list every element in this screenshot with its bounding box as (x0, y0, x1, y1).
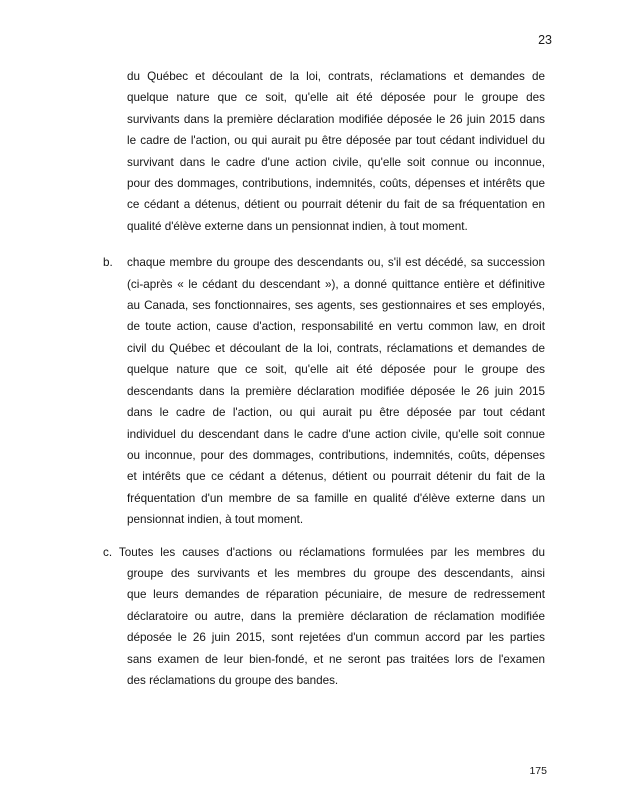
text-line: survivants dans la première déclaration modifiée déposée le 26 juin 2015 dans (127, 112, 545, 126)
text-line-content: Toutes les causes d'actions ou réclamations formulées par les membres du (118, 545, 545, 559)
text-line: (ci-après « le cédant du descendant »), a donné quittance entière et définitive (127, 277, 545, 291)
text-line: survivant dans le cadre d'une action civile, qu'elle soit connue ou inconnue, (127, 155, 545, 169)
text-line: des réclamations du groupe des bandes. (127, 673, 339, 687)
text-line: pour des dommages, contributions, indemnités, coûts, dépenses et intérêts que (127, 177, 545, 191)
page-number-footer: 175 (529, 765, 547, 777)
text-line (103, 542, 545, 563)
list-item-marker: b. (103, 256, 113, 270)
text-line: ou inconnue, pour des dommages, contributions, indemnités, coûts, dépenses (127, 448, 545, 462)
text-line: et intérêts que ce cédant a détenus, détient ou pourrait détenir du fait de la (127, 470, 545, 484)
text-line: individuel du descendant dans le cadre d'une action civile, qu'elle soit connue (127, 427, 545, 441)
paragraph-item-c (103, 542, 545, 692)
text-line: quelque nature que ce soit, qu'elle ait été déposée pour le groupe des (127, 91, 545, 105)
text-line: dans le cadre de l'action, ou qui aurait pu être déposée par tout cédant (127, 406, 545, 420)
text-line: le cadre de l'action, ou qui aurait pu être déposée par tout cédant individuel du (127, 134, 545, 148)
text-line: descendants dans la première déclaration modifiée déposée le 26 juin 2015 (127, 384, 545, 398)
text-line: de toute action, cause d'action, responsabilité en vertu common law, en droit (127, 320, 545, 334)
text-line: déclaratoire ou autre, dans la première déclaration de réclamation modifiée (127, 609, 545, 623)
text-line: du Québec et découlant de la loi, contrats, réclamations et demandes de (127, 70, 545, 83)
text-line: fréquentation d'un membre de sa famille en qualité d'élève externe dans un (127, 491, 545, 505)
text-line: groupe des survivants et les membres du groupe des descendants, ainsi (127, 566, 545, 580)
list-item-marker: c. (103, 545, 113, 559)
text-line: civil du Québec et découlant de la loi, contrats, réclamations et demandes de (127, 341, 545, 355)
text-line: pensionnat indien, à tout moment. (127, 513, 304, 527)
text-line: ce cédant a détenus, détient ou pourrait détenir du fait de sa fréquentation en (127, 198, 545, 212)
text-line: que leurs demandes de réparation pécuniaire, de mesure de redressement (127, 588, 545, 602)
text-line: quelque nature que ce soit, qu'elle ait été déposée pour le groupe des (127, 363, 545, 377)
text-line: au Canada, ses fonctionnaires, ses agents, ses gestionnaires et ses employés, (127, 299, 545, 313)
document-body (103, 66, 545, 691)
text-line: déposée le 26 juin 2015, sont rejetées d'un commun accord par les parties (127, 631, 545, 645)
text-line: sans examen de leur bien-fondé, et ne seront pas traitées lors de l'examen (127, 652, 545, 666)
text-line: qualité d'élève externe dans un pensionnat indien, à tout moment. (127, 219, 468, 233)
text-line: chaque membre du groupe des descendants ou, s'il est décédé, sa succession (127, 256, 545, 270)
paragraph-item-a-continuation (127, 66, 545, 237)
paragraph-item-b (103, 252, 545, 530)
page-number-header: 23 (538, 33, 552, 47)
